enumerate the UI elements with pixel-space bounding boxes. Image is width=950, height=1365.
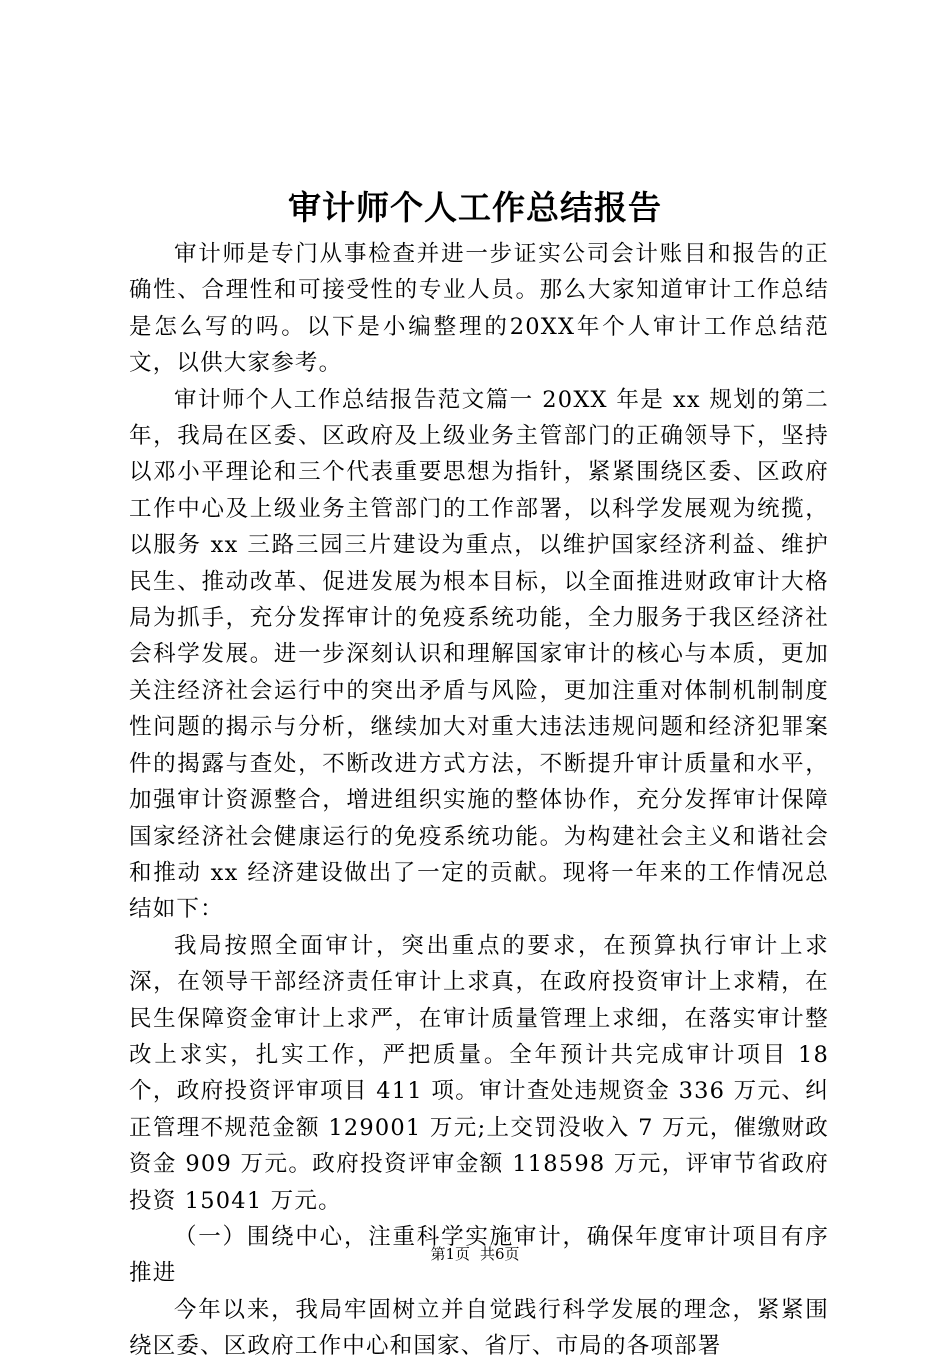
page-title: 审计师个人工作总结报告: [288, 188, 662, 227]
total-pages: 共6页: [480, 1245, 520, 1263]
page-footer: [0, 1244, 950, 1264]
document-body: [129, 236, 829, 1365]
paragraph-overview: 审计师个人工作总结报告范文篇一 20XX 年是 xx 规划的第二年，我局在区委、区政府及上级业务主管部门的正确领导下，坚持以邓小平理论和三个代表重要思想为指针，紧紧围绕区委、区政府工作中心及上级业务主管部门的工作部署，以科学发展观为统揽，以服务 xx 三路三园三片建设为重点，以维护国家经济利益、维护民生、推动改革、促进发展为根本目标，以全面推进财政审计大格局为抓手，充分发挥审计的免疫系统功能，全力服务于我区经济社会科学发展。进一步深刻认识和理解国家审计的核心与本质，更加关注经济社会运行中的突出矛盾与风险，更加注重对体制机制制度性问题的揭示与分析，继续加大对重大违法违规问题和经济犯罪案件的揭露与查处，不断改进方式方法，不断提升审计质量和水平，加强审计资源整合，增进组织实施的整体协作，充分发挥审计保障国家经济社会健康运行的免疫系统功能。为构建社会主义和谐社会和推动 xx 经济建设做出了一定的贡献。现将一年来的工作情况总结如下：: [129, 386, 829, 923]
section-heading-1: （一）围绕中心，注重科学实施审计，确保年度审计项目有序推进: [129, 1223, 829, 1287]
paragraph-section-1: 今年以来，我局牢固树立并自觉践行科学发展的理念，紧紧围绕区委、区政府工作中心和国家、省厅、市局的各项部署: [129, 1296, 829, 1360]
page-number: 第1页: [430, 1245, 470, 1263]
paragraph-results: 我局按照全面审计，突出重点的要求，在预算执行审计上求深，在领导干部经济责任审计上求真，在政府投资审计上求精，在民生保障资金审计上求严，在审计质量管理上求细，在落实审计整改上求实，扎实工作，严把质量。全年预计共完成审计项目 18 个，政府投资评审项目 411 项。审计查处违规资金 336 万元、纠正管理不规范金额 129001 万元;上交罚没收入 7 万元，催缴财政资金 909 万元。政府投资评审金额 118598 万元，评审节省政府投资 15041 万元。: [129, 932, 829, 1214]
paragraph-intro: 审计师是专门从事检查并进一步证实公司会计账目和报告的正确性、合理性和可接受性的专业人员。那么大家知道审计工作总结是怎么写的吗。以下是小编整理的20XX年个人审计工作总结范文，以供大家参考。: [129, 241, 829, 377]
